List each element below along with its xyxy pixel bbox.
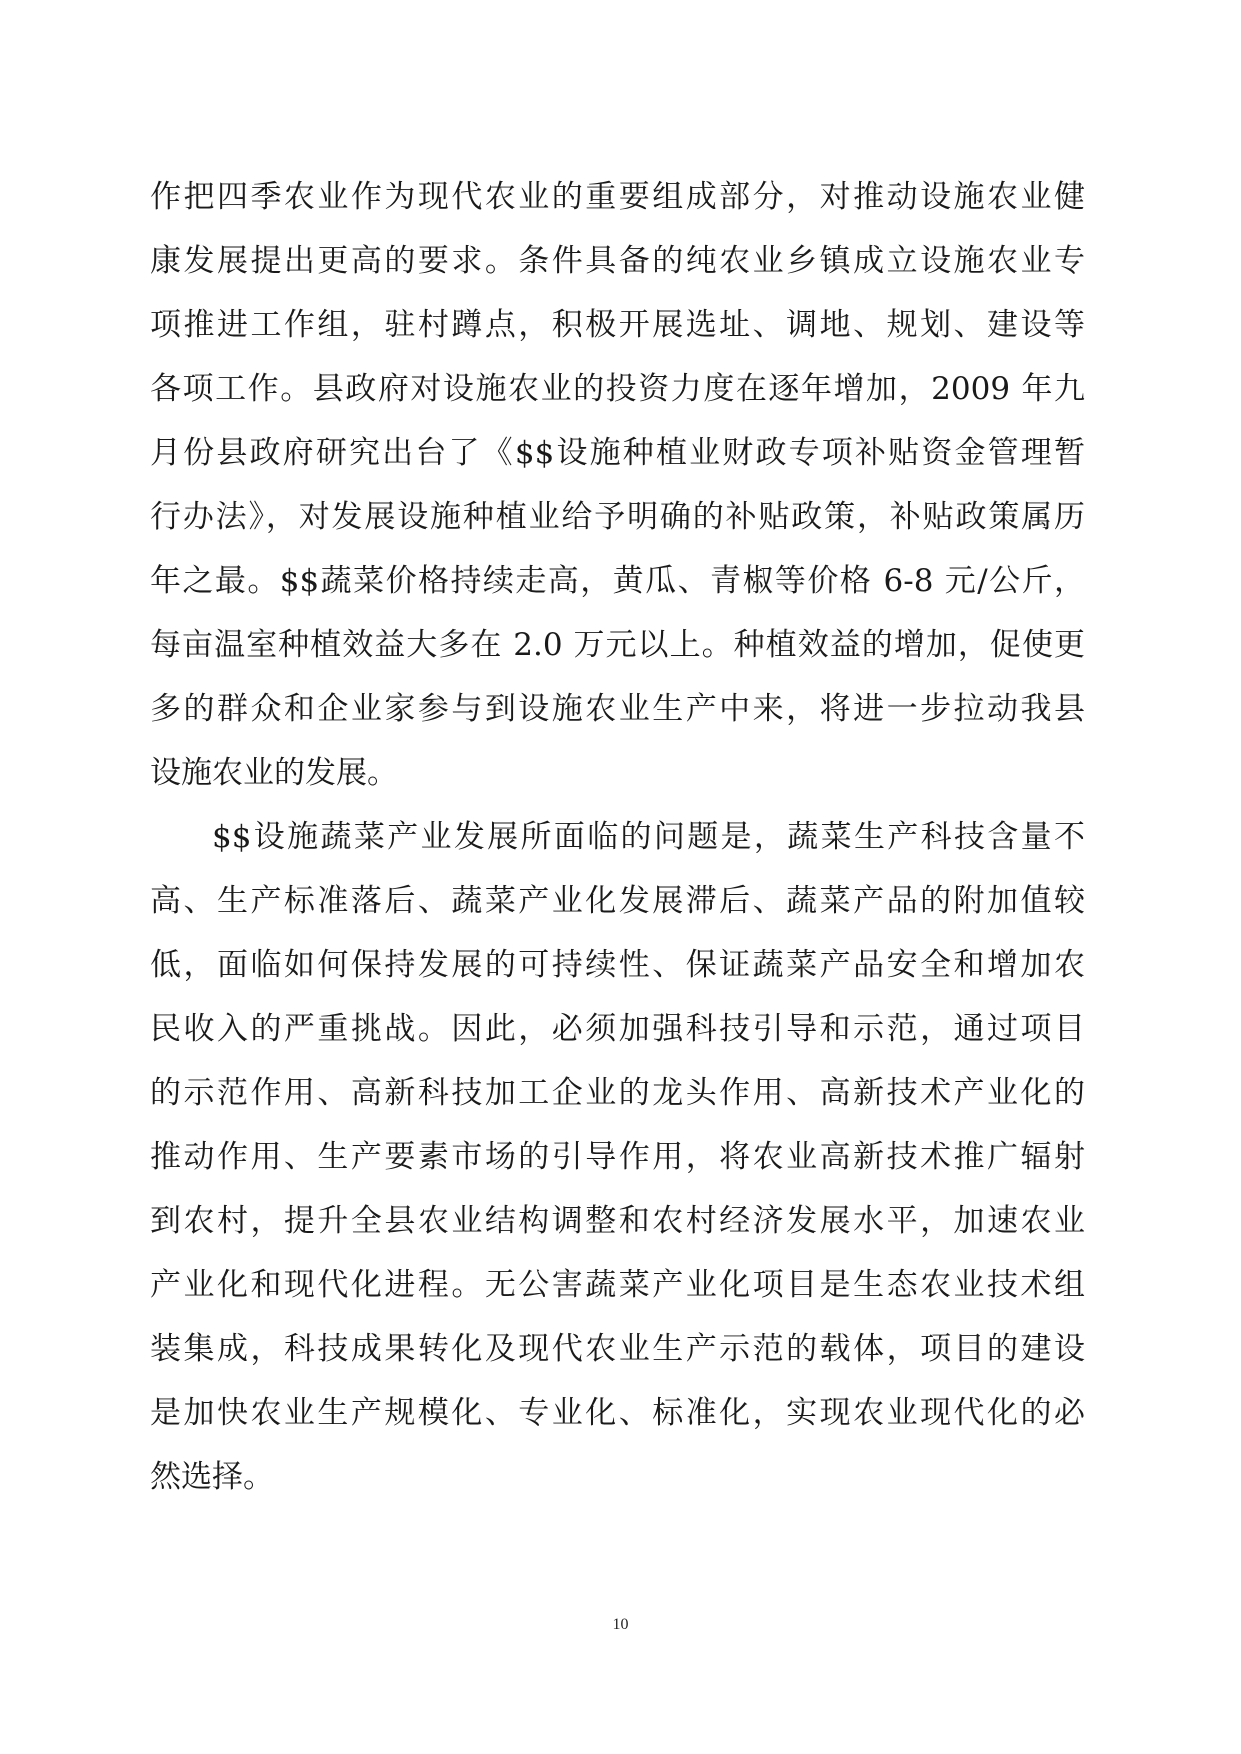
text-line: 是加快农业生产规模化、专业化、标准化，实现农业现代化的必	[150, 1395, 1085, 1431]
body-text	[150, 165, 1085, 1509]
text-line: 年之最。$$蔬菜价格持续走高，黄瓜、青椒等价格 6-8 元/公斤，	[150, 563, 1085, 599]
text-line: 到农村，提升全县农业结构调整和农村经济发展水平，加速农业	[150, 1203, 1085, 1239]
text-line: 月份县政府研究出台了《$$设施种植业财政专项补贴资金管理暂	[150, 435, 1085, 471]
text-line: 多的群众和企业家参与到设施农业生产中来，将进一步拉动我县	[150, 691, 1085, 727]
text-line: 然选择。	[150, 1459, 274, 1495]
text-line: 的示范作用、高新科技加工企业的龙头作用、高新技术产业化的	[150, 1075, 1085, 1111]
text-line: 高、生产标准落后、蔬菜产业化发展滞后、蔬菜产品的附加值较	[150, 883, 1085, 919]
text-line: 各项工作。县政府对设施农业的投资力度在逐年增加，2009 年九	[150, 371, 1085, 407]
text-line: 康发展提出更高的要求。条件具备的纯农业乡镇成立设施农业专	[150, 243, 1085, 279]
text-line: $$设施蔬菜产业发展所面临的问题是，蔬菜生产科技含量不	[212, 819, 1085, 855]
paragraph	[150, 805, 1085, 1509]
page-number: 10	[612, 1616, 629, 1633]
text-line: 每亩温室种植效益大多在 2.0 万元以上。种植效益的增加，促使更	[150, 627, 1085, 663]
text-line: 项推进工作组，驻村蹲点，积极开展选址、调地、规划、建设等	[150, 307, 1085, 343]
paragraph	[150, 165, 1085, 805]
text-line: 设施农业的发展。	[150, 755, 398, 791]
text-line: 低，面临如何保持发展的可持续性、保证蔬菜产品安全和增加农	[150, 947, 1085, 983]
text-line: 产业化和现代化进程。无公害蔬菜产业化项目是生态农业技术组	[150, 1267, 1085, 1303]
text-line: 推动作用、生产要素市场的引导作用，将农业高新技术推广辐射	[150, 1139, 1085, 1175]
text-line: 装集成，科技成果转化及现代农业生产示范的载体，项目的建设	[150, 1331, 1085, 1367]
text-line: 作把四季农业作为现代农业的重要组成部分，对推动设施农业健	[150, 179, 1085, 215]
text-line: 行办法》，对发展设施种植业给予明确的补贴政策，补贴政策属历	[150, 499, 1085, 535]
text-line: 民收入的严重挑战。因此，必须加强科技引导和示范，通过项目	[150, 1011, 1085, 1047]
